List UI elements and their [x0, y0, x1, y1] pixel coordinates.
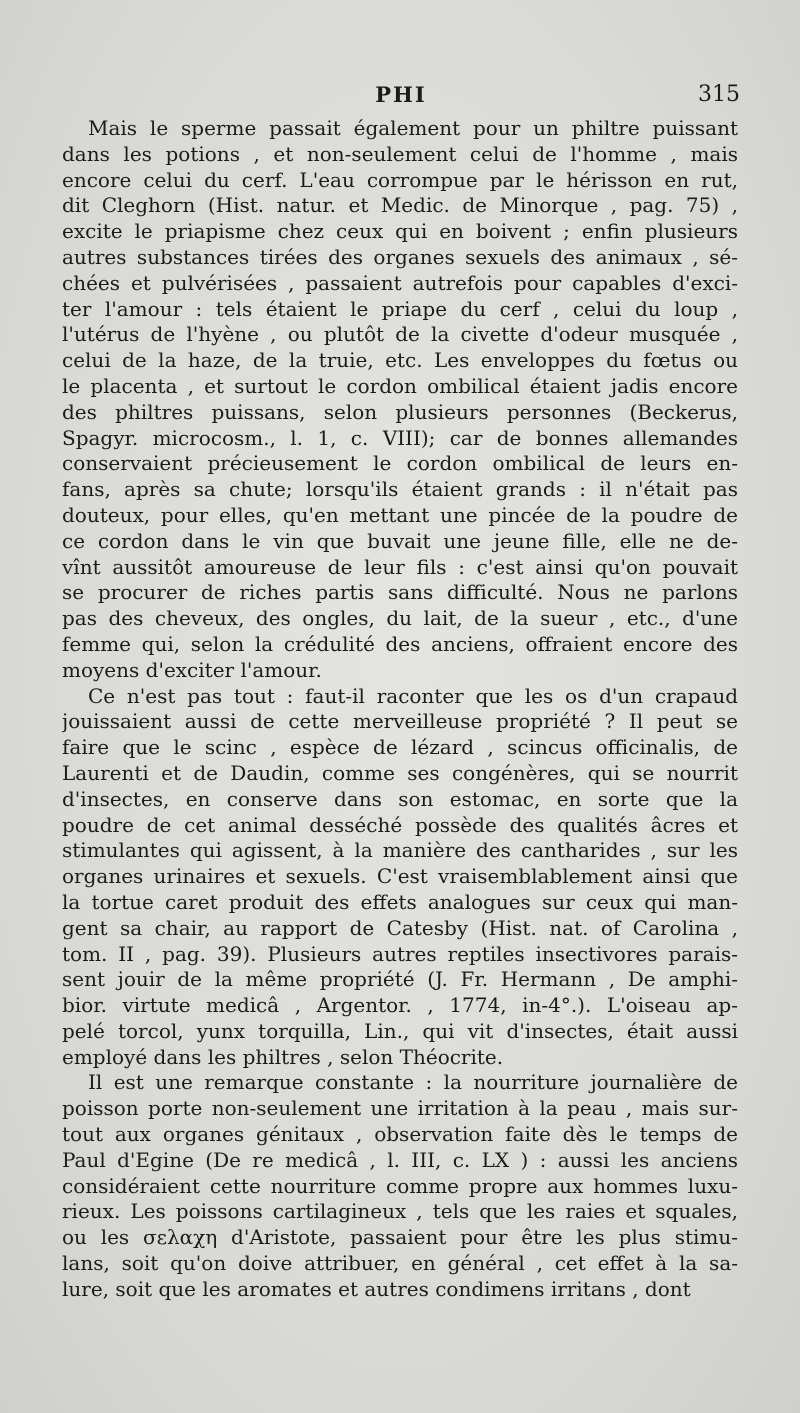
text-line: femme qui, selon la crédulité des anciens, offraient encore des: [62, 631, 738, 656]
running-head: PHI: [375, 82, 427, 107]
text-line: stimulantes qui agissent, à la manière des cantharides , sur les: [62, 838, 738, 863]
text-line: la tortue caret produit des effets analogues sur ceux qui man-: [62, 889, 738, 914]
text-line: jouissaient aussi de cette merveilleuse propriété ? Il peut se: [62, 709, 738, 734]
text-line: lure, soit que les aromates et autres condimens irritans , dont: [62, 1276, 691, 1301]
text-line: sent jouir de la même propriété (J. Fr. Hermann , De amphi-: [62, 967, 738, 992]
page-header: [62, 82, 740, 114]
text-line: moyens d'exciter l'amour.: [62, 657, 322, 682]
text-line: considéraient cette nourriture comme propre aux hommes luxu-: [62, 1173, 738, 1198]
text-line: gent sa chair, au rapport de Catesby (Hist. nat. of Carolina ,: [62, 915, 738, 940]
text-line: tom. II , pag. 39). Plusieurs autres reptiles insectivores parais-: [62, 941, 738, 966]
text-line: Spagyr. microcosm., l. 1, c. VIII); car de bonnes allemandes: [62, 425, 738, 450]
text-line: organes urinaires et sexuels. C'est vraisemblablement ainsi que: [62, 864, 738, 889]
text-line: conservaient précieusement le cordon ombilical de leurs en-: [62, 451, 738, 476]
text-line: excite le priapisme chez ceux qui en boivent ; enfin plusieurs: [62, 219, 738, 244]
text-line: vînt aussitôt amoureuse de leur fils : c'est ainsi qu'on pouvait: [62, 554, 738, 579]
text-line: l'utérus de l'hyène , ou plutôt de la civette d'odeur musquée ,: [62, 322, 738, 347]
text-line: encore celui du cerf. L'eau corrompue par le hérisson en rut,: [62, 167, 738, 192]
text-line: Laurenti et de Daudin, comme ses congénères, qui se nourrit: [62, 760, 738, 785]
text-line: celui de la haze, de la truie, etc. Les enveloppes du fœtus ou: [62, 348, 738, 373]
text-line: des philtres puissans, selon plusieurs personnes (Beckerus,: [62, 399, 738, 424]
paragraph: [62, 116, 738, 684]
text-line: poudre de cet animal desséché possède des qualités âcres et: [62, 812, 738, 837]
text-line: dans les potions , et non-seulement celui de l'homme , mais: [62, 141, 738, 166]
text-line: Paul d'Egine (De re medicâ , l. III, c. LX ) : aussi les anciens: [62, 1147, 738, 1172]
body-text: [62, 116, 738, 1303]
text-line: d'insectes, en conserve dans son estomac, en sorte que la: [62, 786, 738, 811]
text-line: se procurer de riches partis sans difficulté. Nous ne parlons: [62, 580, 738, 605]
text-line: Ce n'est pas tout : faut-il raconter que les os d'un crapaud: [88, 683, 738, 708]
text-line: poisson porte non-seulement une irritation à la peau , mais sur-: [62, 1096, 738, 1121]
text-line: douteux, pour elles, qu'en mettant une pincée de la poudre de: [62, 502, 738, 527]
text-line: tout aux organes génitaux , observation faite dès le temps de: [62, 1122, 738, 1147]
text-line: ter l'amour : tels étaient le priape du cerf , celui du loup ,: [62, 296, 738, 321]
text-line: autres substances tirées des organes sexuels des animaux , sé-: [62, 244, 738, 269]
page-number: 315: [698, 82, 740, 107]
paragraph: [62, 684, 738, 1071]
text-line: rieux. Les poissons cartilagineux , tels que les raies et squales,: [62, 1199, 738, 1224]
text-line: Mais le sperme passait également pour un philtre puissant: [88, 116, 738, 140]
text-line: fans, après sa chute; lorsqu'ils étaient grands : il n'était pas: [62, 477, 738, 502]
text-line: faire que le scinc , espèce de lézard , scincus officinalis, de: [62, 735, 738, 760]
text-line: Il est une remarque constante : la nourriture journalière de: [88, 1070, 738, 1095]
text-line: ou les σελαχη d'Aristote, passaient pour être les plus stimu-: [62, 1225, 738, 1250]
text-line: pelé torcol, yunx torquilla, Lin., qui vit d'insectes, était aussi: [62, 1018, 738, 1043]
text-line: dit Cleghorn (Hist. natur. et Medic. de Minorque , pag. 75) ,: [62, 193, 738, 218]
text-line: le placenta , et surtout le cordon ombilical étaient jadis encore: [62, 373, 738, 398]
text-line: chées et pulvérisées , passaient autrefois pour capables d'exci-: [62, 270, 738, 295]
text-line: bior. virtute medicâ , Argentor. , 1774, in-4°.). L'oiseau ap-: [62, 993, 738, 1018]
text-line: lans, soit qu'on doive attribuer, en général , cet effet à la sa-: [62, 1251, 738, 1276]
text-line: pas des cheveux, des ongles, du lait, de la sueur , etc., d'une: [62, 606, 738, 631]
paragraph: [62, 1070, 738, 1302]
text-line: employé dans les philtres , selon Théocrite.: [62, 1044, 504, 1069]
text-line: ce cordon dans le vin que buvait une jeune fille, elle ne de-: [62, 528, 738, 553]
